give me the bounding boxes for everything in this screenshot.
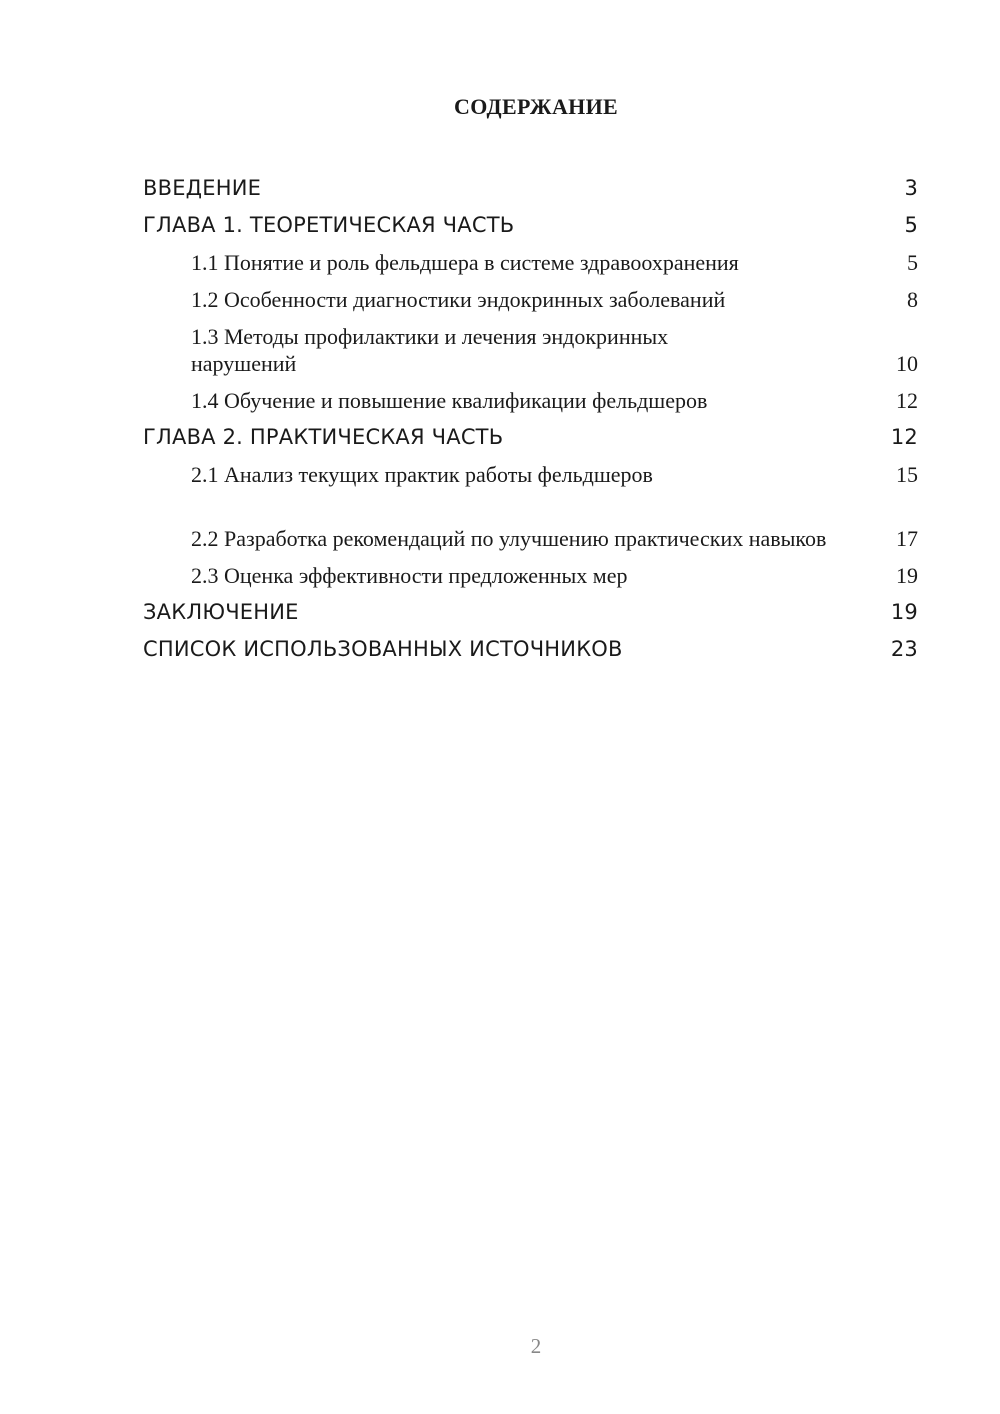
toc-entry-page: 5 (904, 213, 918, 237)
toc-entry-text: ВВЕДЕНИЕ (143, 176, 262, 200)
toc-entry-text: 1.1 Понятие и роль фельдшера в системе здравоохранения (191, 250, 739, 275)
toc-entry-page: 23 (890, 637, 918, 661)
toc-entry-page: 8 (907, 287, 918, 312)
toc-entry-page: 10 (896, 351, 918, 376)
toc-entry-text: 2.2 Разработка рекомендаций по улучшению практических навыков (191, 526, 827, 551)
toc-entry-page: 19 (896, 563, 918, 588)
toc-entry-text: 1.4 Обучение и повышение квалификации фельдшеров (191, 388, 708, 413)
toc-entry-text: ЗАКЛЮЧЕНИЕ (143, 600, 299, 624)
toc-entry-conclusion[interactable] (143, 594, 918, 631)
toc-entry-text: ГЛАВА 2. ПРАКТИЧЕСКАЯ ЧАСТЬ (143, 425, 504, 449)
toc-entry-chapter-1[interactable] (143, 207, 918, 244)
toc-entry-text: СПИСОК ИСПОЛЬЗОВАННЫХ ИСТОЧНИКОВ (143, 637, 623, 661)
toc-entry-page: 19 (890, 600, 918, 624)
toc-entry-text: 1.2 Особенности диагностики эндокринных заболеваний (191, 287, 726, 312)
toc-entry-page: 12 (890, 425, 918, 449)
toc-entry-section-2-1[interactable] (143, 456, 918, 493)
page-number: 2 (530, 1334, 542, 1358)
toc-entry-page: 12 (896, 388, 918, 413)
toc-entry-section-1-4[interactable] (143, 382, 918, 419)
toc-entry-page: 15 (896, 462, 918, 487)
toc-entry-text: 1.3 Методы профилактики и лечения эндокринных нарушений (191, 324, 669, 376)
toc-entry-chapter-2[interactable] (143, 419, 918, 456)
toc-entry-section-1-1[interactable] (143, 244, 918, 281)
table-of-contents (143, 170, 918, 668)
page-title: СОДЕРЖАНИЕ (454, 94, 618, 119)
toc-entry-section-1-3[interactable] (143, 318, 918, 382)
toc-entry-text: 2.3 Оценка эффективности предложенных мер (191, 563, 628, 588)
toc-entry-page: 17 (896, 526, 918, 551)
toc-entry-page: 5 (907, 250, 918, 275)
toc-entry-references[interactable] (143, 631, 918, 668)
toc-entry-section-1-2[interactable] (143, 281, 918, 318)
toc-entry-text: 2.1 Анализ текущих практик работы фельдшеров (191, 462, 653, 487)
toc-entry-section-2-2[interactable] (143, 493, 918, 557)
toc-entry-page: 3 (904, 176, 918, 200)
toc-entry-introduction[interactable] (143, 170, 918, 207)
toc-entry-section-2-3[interactable] (143, 557, 918, 594)
toc-entry-text: ГЛАВА 1. ТЕОРЕТИЧЕСКАЯ ЧАСТЬ (143, 213, 515, 237)
